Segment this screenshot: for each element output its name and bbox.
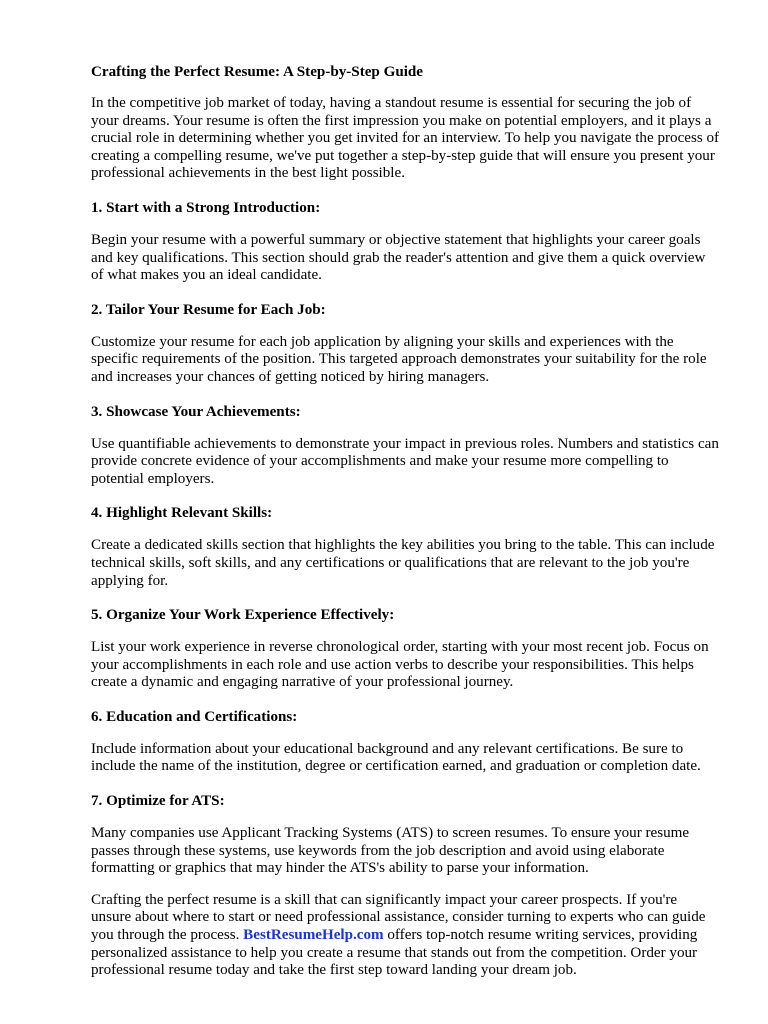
section-6 bbox=[91, 708, 720, 776]
document-title: Crafting the Perfect Resume: A Step-by-Step Guide bbox=[91, 64, 424, 80]
closing-text-after-link: offers top-notch resume writing services, providing personalized assistance to help you create a resume that stands out from the competition. Order your professional resume today and take the first step toward landing your dream job. bbox=[91, 927, 698, 979]
closing-text-before-link: Crafting the perfect resume is a skill that can significantly impact your career prospects. If you're unsure about where to start or need professional assistance, consider turning to experts who can guide you through the process. bbox=[91, 891, 706, 944]
section-4 bbox=[91, 504, 720, 590]
intro-paragraph: In the competitive job market of today, having a standout resume is essential for securing the job of your dreams. Your resume is often the first impression you make on potential employers, and it plays a crucial role in determining whether you get invited for an interview. To help you navigate the process of creating a compelling resume, we've put together a step-by-step guide that will ensure you present your professional achievements in the best light possible. bbox=[91, 95, 720, 182]
section-heading: 4. Highlight Relevant Skills: bbox=[91, 505, 273, 522]
section-2 bbox=[91, 301, 720, 387]
section-heading: 2. Tailor Your Resume for Each Job: bbox=[91, 301, 326, 318]
section-3 bbox=[91, 403, 720, 489]
section-heading: 6. Education and Certifications: bbox=[91, 708, 298, 725]
section-body: Customize your resume for each job application by aligning your skills and experiences with the specific requirements of the position. This targeted approach demonstrates your suitability for the role and increases your chances of getting noticed by hiring managers. bbox=[91, 333, 707, 385]
section-body: Create a dedicated skills section that highlights the key abilities you bring to the table. This can include technical skills, soft skills, and any certifications or qualifications that are relevant to the job you're applying for. bbox=[91, 537, 715, 589]
section-body: Use quantifiable achievements to demonstrate your impact in previous roles. Numbers and statistics can provide concrete evidence of your accomplishments and make your resume more compelling to potential employers. bbox=[91, 435, 719, 487]
section-heading: 7. Optimize for ATS: bbox=[91, 793, 225, 810]
section-body: Include information about your educational background and any relevant certifications. Be sure to include the name of the institution, degree or certification earned, and graduation or completion date. bbox=[91, 740, 701, 775]
section-body: Many companies use Applicant Tracking Systems (ATS) to screen resumes. To ensure your resume passes through these systems, use keywords from the job description and avoid using elaborate formatting or graphics that may hinder the ATS's ability to parse your information. bbox=[91, 825, 690, 877]
section-heading: 3. Showcase Your Achievements: bbox=[91, 403, 301, 420]
section-body: Begin your resume with a powerful summary or objective statement that highlights your career goals and key qualifications. This section should grab the reader's attention and give them a quick overview of what makes you an ideal candidate. bbox=[91, 231, 706, 284]
section-heading: 5. Organize Your Work Experience Effectively: bbox=[91, 607, 395, 624]
section-1 bbox=[91, 199, 720, 285]
closing-paragraph bbox=[91, 892, 721, 980]
section-body: List your work experience in reverse chronological order, starting with your most recent job. Focus on your accomplishments in each role and use action verbs to describe your responsibilities. This helps create a dynamic and engaging narrative of your professional journey. bbox=[91, 639, 709, 691]
section-5 bbox=[91, 606, 720, 692]
best-resume-help-link[interactable]: BestResumeHelp.com bbox=[243, 927, 384, 944]
section-7 bbox=[91, 792, 720, 878]
section-heading: 1. Start with a Strong Introduction: bbox=[91, 199, 321, 216]
